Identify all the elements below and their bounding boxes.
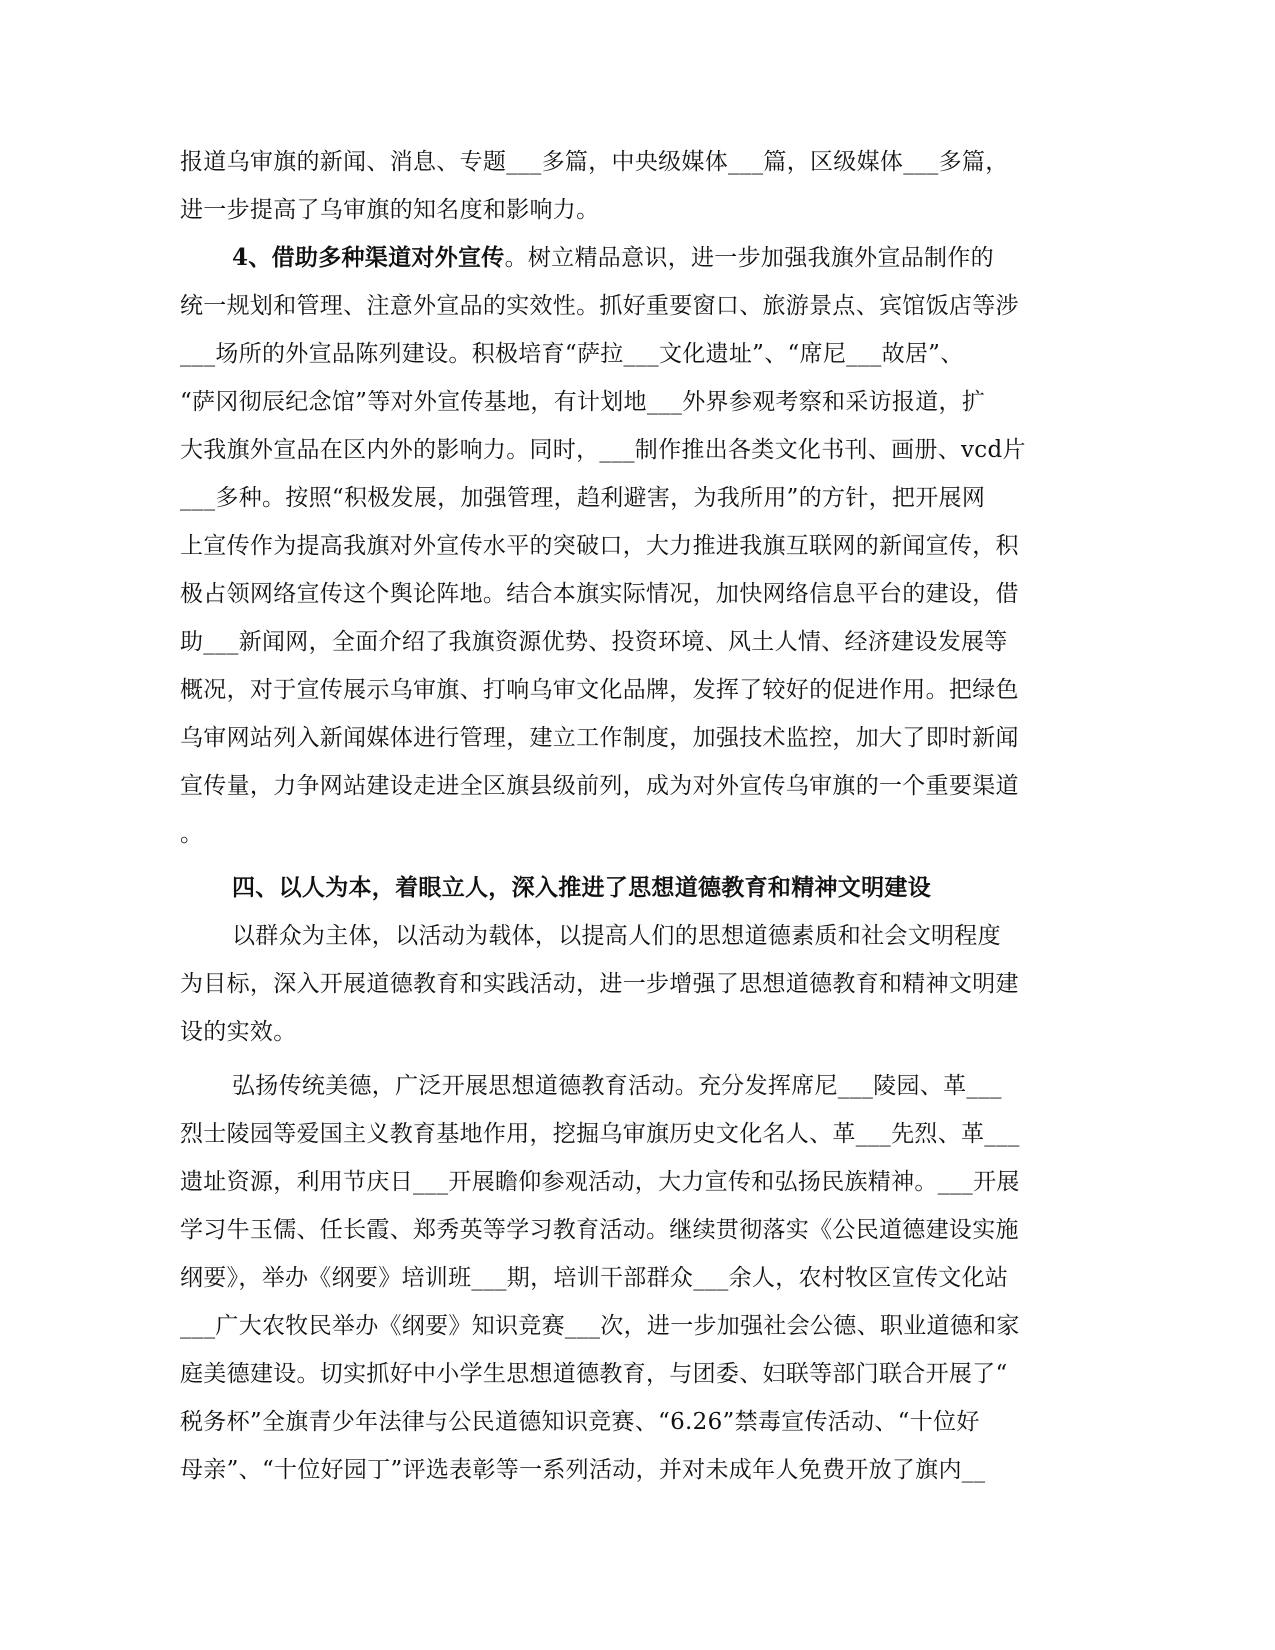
text-line: 税务杯”全旗青少年法律与公民道德知识竞赛、“6.26”禁毒宣传活动、“十位好 (180, 1409, 980, 1435)
text-line: 助___新闻网，全面介绍了我旗资源优势、投资环境、风土人情、经济建设发展等 (180, 629, 1008, 655)
text-line: 纲要》，举办《纲要》培训班___期，培训干部群众___余人，农村牧区宣传文化站 (180, 1265, 1009, 1291)
document-page (180, 138, 1060, 1494)
text-line: 乌审网站列入新闻媒体进行管理，建立工作制度，加强技术监控，加大了即时新闻 (180, 725, 1019, 751)
text-line: 设的实效。 (180, 1019, 297, 1045)
section-heading: 四、以人为本，着眼立人，深入推进了思想道德教育和精神文明建设 (232, 874, 931, 901)
text-line: “萨冈彻辰纪念馆”等对外宣传基地，有计划地___外界参观考察和采访报道，扩 (180, 389, 986, 415)
text-line: 进一步提高了乌审旗的知名度和影响力。 (180, 197, 600, 223)
item4-first-line (180, 234, 1060, 282)
text-line: 烈士陵园等爱国主义教育基地作用，挖掘乌审旗历史文化名人、革___先烈、革___ (180, 1121, 1020, 1147)
text-line: 学习牛玉儒、任长霞、郑秀英等学习教育活动。继续贯彻落实《公民道德建设实施 (180, 1217, 1019, 1243)
text-line: 遗址资源，利用节庆日___开展瞻仰参观活动，大力宣传和弘扬民族精神。___开展 (180, 1169, 1020, 1195)
text-line: 统一规划和管理、注意外宣品的实效性。抓好重要窗口、旅游景点、宾馆饭店等涉 (180, 293, 1019, 319)
text-line: 弘扬传统美德，广泛开展思想道德教育活动。充分发挥席尼___陵园、革___ (232, 1073, 1002, 1099)
text-line: ___广大农牧民举办《纲要》知识竞赛___次，进一步加强社会公德、职业道德和家 (180, 1313, 1020, 1339)
text-line: 宣传量，力争网站建设走进全区旗县级前列，成为对外宣传乌审旗的一个重要渠道 (180, 773, 1019, 799)
text-line: ___场所的外宣品陈列建设。积极培育“萨拉___文化遗址”、“席尼___故居”、 (180, 341, 964, 367)
text-line: 以群众为主体，以活动为载体，以提高人们的思想道德素质和社会文明程度 (232, 923, 1001, 949)
text-line: 极占领网络宣传这个舆论阵地。结合本旗实际情况，加快网络信息平台的建设，借 (180, 581, 1019, 607)
text-line: 上宣传作为提高我旗对外宣传水平的突破口，大力推进我旗互联网的新闻宣传，积 (180, 533, 1019, 559)
text-line: ___多种。按照“积极发展，加强管理，趋利避害，为我所用”的方针，把开展网 (180, 485, 986, 511)
text-line: 报道乌审旗的新闻、消息、专题___多篇，中央级媒体___篇，区级媒体___多篇， (180, 149, 1009, 175)
text-line: 。 (180, 821, 204, 847)
text-line: 大我旗外宣品在区内外的影响力。同时，___制作推出各类文化书刊、画册、vcd片 (180, 437, 1026, 463)
text-line: 庭美德建设。切实抓好中小学生思想道德教育，与团委、妇联等部门联合开展了“ (180, 1361, 1008, 1387)
item4-first-line-rest: 。树立精品意识，进一步加强我旗外宣品制作的 (504, 245, 994, 271)
text-line: 概况，对于宣传展示乌审旗、打响乌审文化品牌，发挥了较好的促进作用。把绿色 (180, 677, 1019, 703)
text-line: 母亲”、“十位好园丁”评选表彰等一系列活动，并对未成年人免费开放了旗内__ (180, 1457, 986, 1483)
text-line: 为目标，深入开展道德教育和实践活动，进一步增强了思想道德教育和精神文明建 (180, 971, 1019, 997)
item4-heading: 4、借助多种渠道对外宣传 (232, 244, 505, 271)
